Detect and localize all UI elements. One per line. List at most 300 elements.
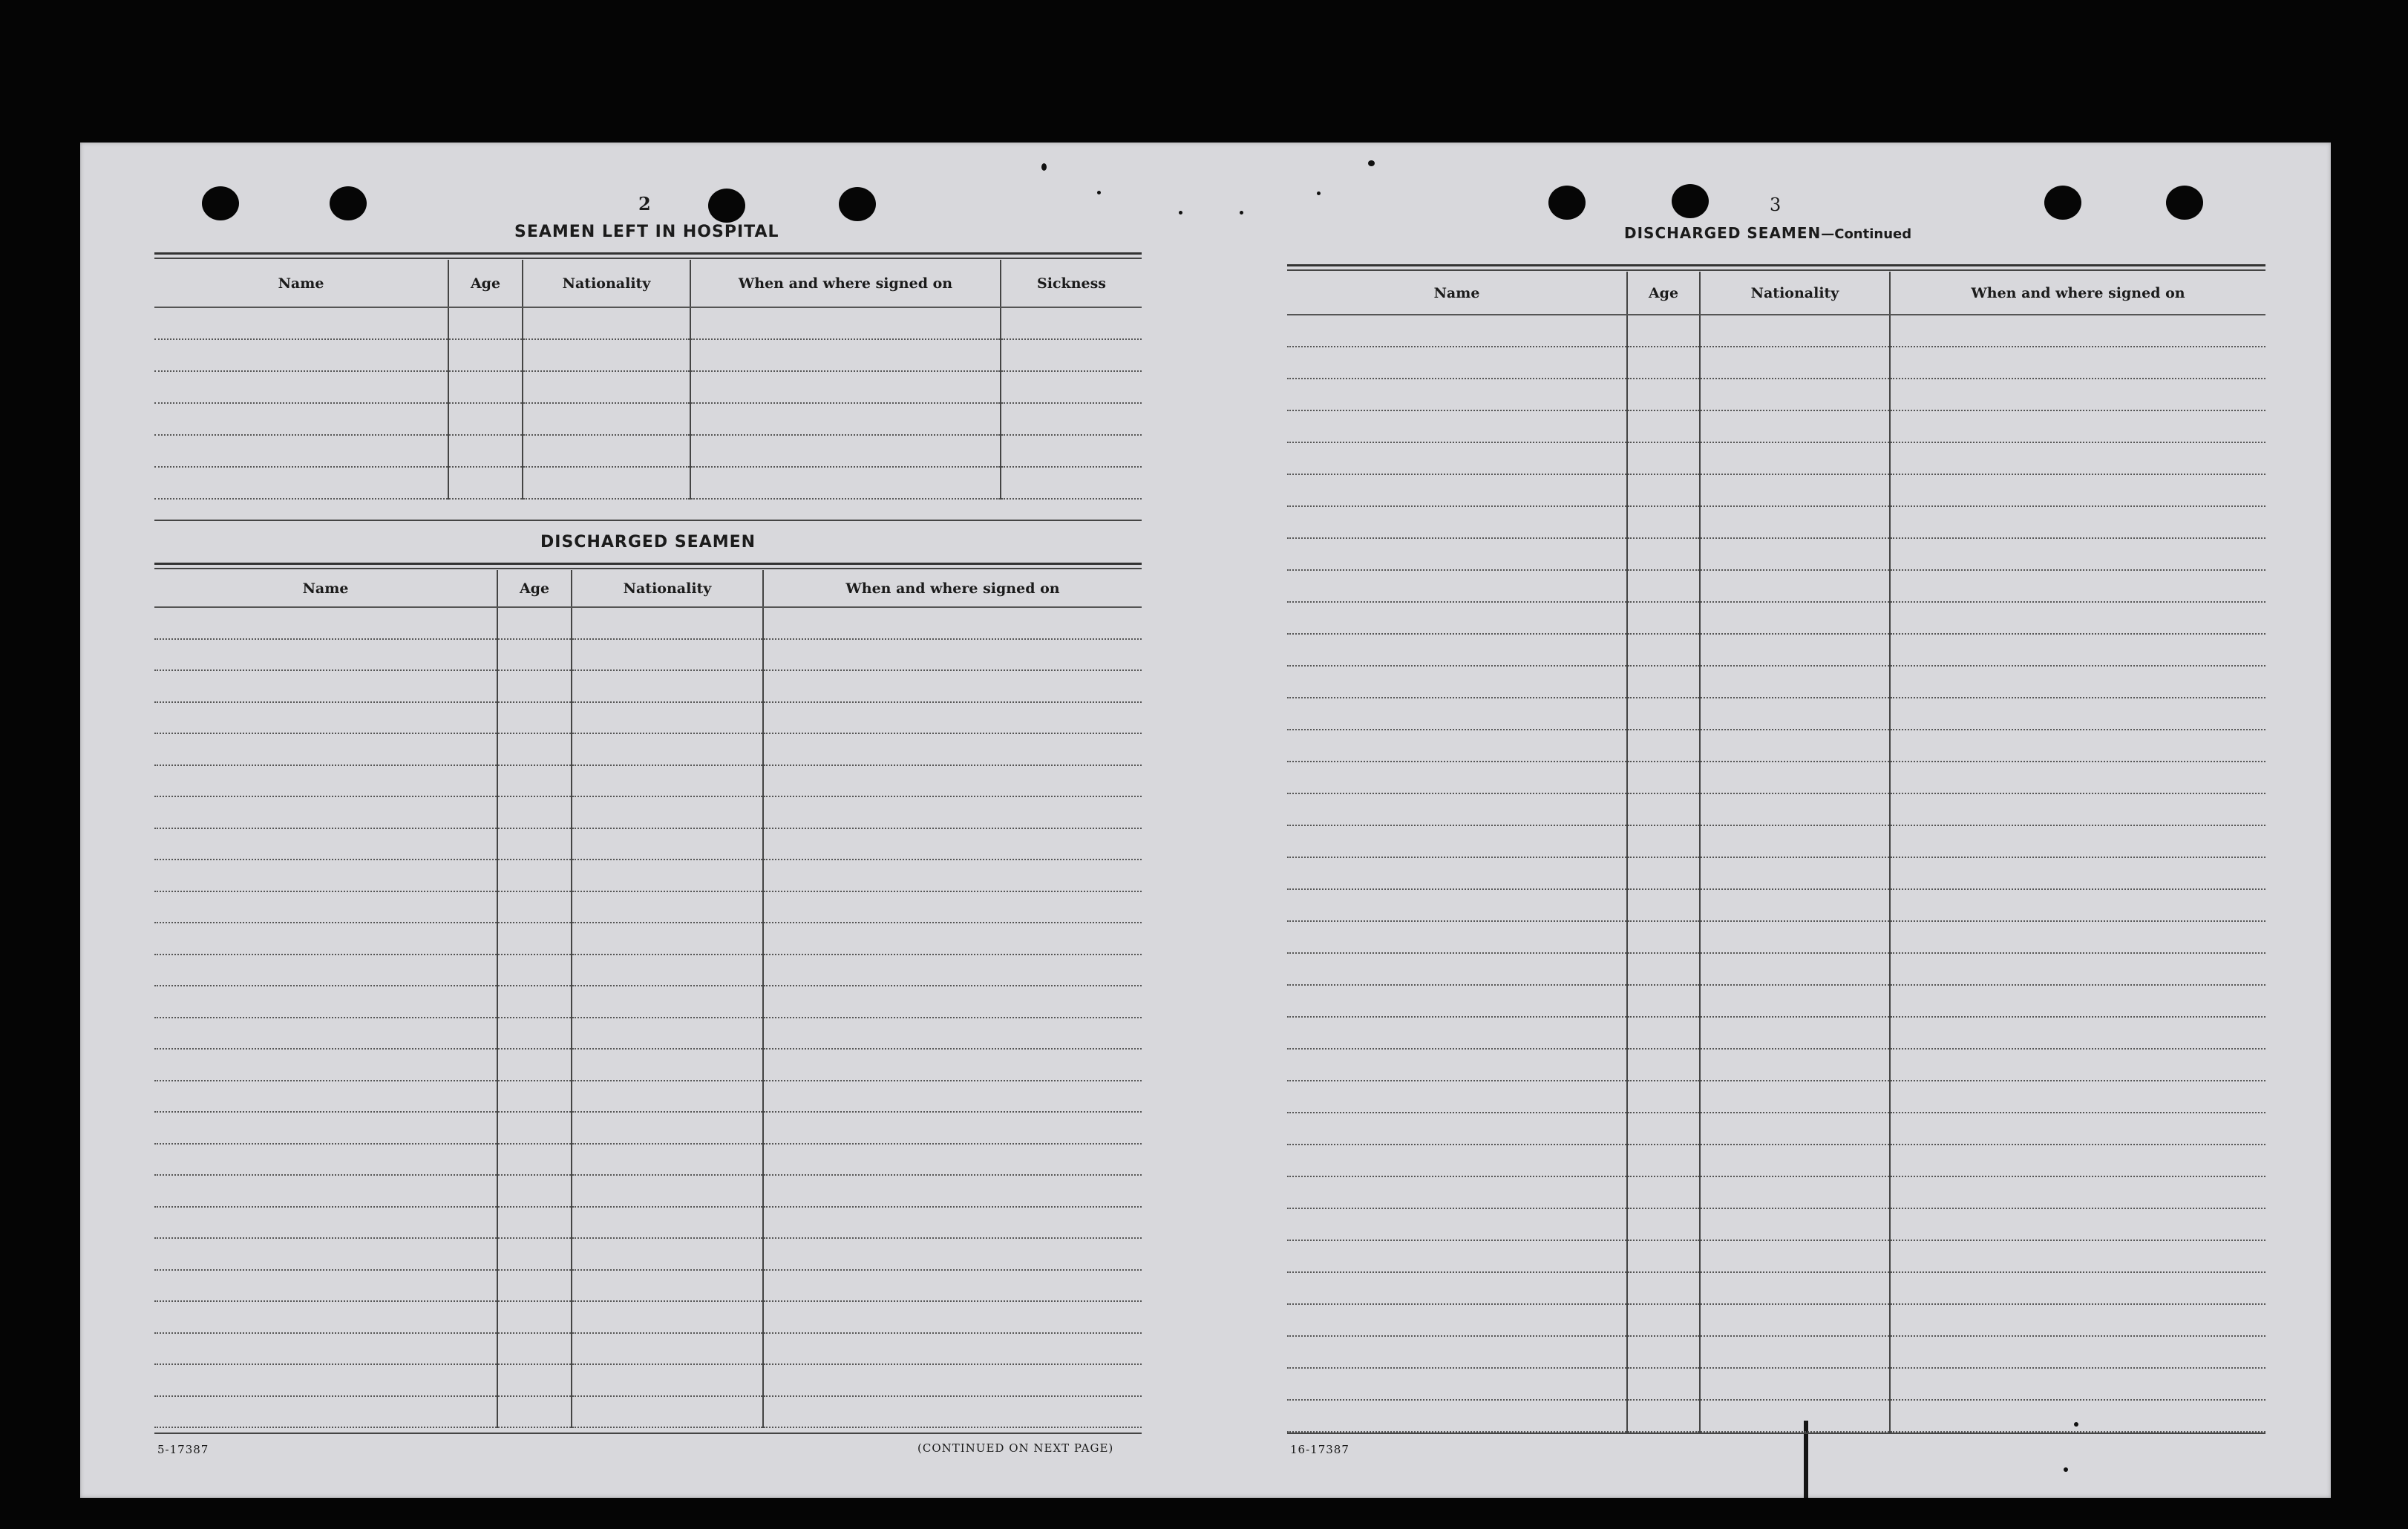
blank-row	[1287, 730, 2265, 762]
blank-row	[1287, 1400, 2265, 1432]
column-header-when-where: When and where signed on	[1890, 272, 2265, 315]
blank-cell	[1700, 1176, 1890, 1208]
blank-cell	[1287, 1368, 1627, 1400]
blank-cell	[1890, 921, 2265, 953]
blank-cell	[572, 1175, 763, 1207]
blank-cell	[1890, 825, 2265, 857]
blank-cell	[1700, 506, 1890, 538]
blank-cell	[572, 1301, 763, 1333]
blank-cell	[1700, 442, 1890, 474]
blank-row	[154, 986, 1142, 1018]
blank-row	[1287, 1113, 2265, 1145]
discharged-table-body	[154, 607, 1142, 1427]
blank-cell	[572, 765, 763, 797]
blank-row	[1287, 410, 2265, 442]
blank-cell	[154, 923, 497, 955]
blank-cell	[154, 796, 497, 828]
blank-cell	[1627, 1113, 1700, 1145]
blank-cell	[154, 828, 497, 860]
blank-cell	[1627, 921, 1700, 953]
blank-cell	[1287, 379, 1627, 410]
blank-cell	[1287, 730, 1627, 762]
blank-row	[154, 607, 1142, 639]
blank-cell	[1890, 347, 2265, 379]
blank-cell	[1627, 953, 1700, 985]
blank-cell	[1890, 1049, 2265, 1081]
blank-cell	[1700, 570, 1890, 602]
blank-cell	[1627, 857, 1700, 889]
blank-cell	[523, 307, 690, 339]
left-bottom-rule	[154, 1433, 1142, 1434]
blank-cell	[572, 923, 763, 955]
blank-cell	[1890, 506, 2265, 538]
blank-row	[154, 1207, 1142, 1239]
discharged-top-rule	[154, 563, 1142, 565]
blank-cell	[1890, 1176, 2265, 1208]
blank-cell	[572, 955, 763, 986]
blank-cell	[572, 1144, 763, 1176]
blank-row	[1287, 442, 2265, 474]
blank-cell	[1001, 467, 1142, 499]
blank-cell	[1890, 442, 2265, 474]
blank-cell	[763, 1270, 1142, 1302]
blank-cell	[448, 371, 523, 403]
blank-cell	[497, 1144, 572, 1176]
blank-row	[1287, 379, 2265, 410]
blank-cell	[690, 403, 1001, 435]
blank-cell	[523, 339, 690, 371]
blank-cell	[1001, 403, 1142, 435]
blank-cell	[1627, 666, 1700, 698]
blank-cell	[1287, 538, 1627, 570]
blank-cell	[1700, 347, 1890, 379]
blank-cell	[1890, 538, 2265, 570]
column-header-age: Age	[497, 570, 572, 607]
blank-cell	[1627, 730, 1700, 762]
blank-cell	[1700, 1145, 1890, 1176]
punch-hole	[2044, 186, 2081, 220]
blank-cell	[1627, 1208, 1700, 1240]
blank-cell	[154, 1049, 497, 1081]
blank-cell	[154, 1333, 497, 1365]
blank-cell	[1627, 506, 1700, 538]
column-header-name: Name	[154, 260, 448, 307]
blank-cell	[1700, 474, 1890, 506]
blank-row	[1287, 985, 2265, 1017]
blank-cell	[1890, 570, 2265, 602]
blank-cell	[497, 1018, 572, 1050]
blank-cell	[1700, 538, 1890, 570]
blank-cell	[763, 891, 1142, 923]
blank-cell	[497, 891, 572, 923]
blank-cell	[763, 986, 1142, 1018]
blank-cell	[572, 986, 763, 1018]
blank-row	[1287, 889, 2265, 921]
blank-cell	[763, 860, 1142, 891]
blank-cell	[1001, 339, 1142, 371]
punch-hole	[708, 189, 745, 223]
blank-cell	[154, 639, 497, 671]
ink-speck	[2064, 1467, 2068, 1472]
punch-hole	[839, 187, 876, 221]
blank-cell	[1001, 435, 1142, 467]
blank-cell	[1700, 793, 1890, 825]
blank-cell	[763, 923, 1142, 955]
hospital-table-body	[154, 307, 1142, 499]
blank-cell	[1287, 442, 1627, 474]
blank-cell	[1700, 1304, 1890, 1336]
blank-cell	[154, 702, 497, 734]
blank-cell	[1700, 1368, 1890, 1400]
blank-cell	[1627, 602, 1700, 634]
column-header-when-where: When and where signed on	[763, 570, 1142, 607]
blank-cell	[1287, 921, 1627, 953]
blank-cell	[448, 435, 523, 467]
ink-speck	[1317, 191, 1321, 195]
blank-cell	[154, 670, 497, 702]
blank-cell	[763, 1049, 1142, 1081]
blank-row	[154, 1049, 1142, 1081]
blank-cell	[1890, 730, 2265, 762]
blank-cell	[1890, 1272, 2265, 1304]
blank-cell	[1627, 315, 1700, 347]
blank-cell	[572, 1207, 763, 1239]
blank-row	[154, 467, 1142, 499]
blank-cell	[1287, 347, 1627, 379]
punch-hole	[202, 186, 239, 220]
blank-cell	[1700, 1272, 1890, 1304]
blank-cell	[572, 733, 763, 765]
blank-row	[1287, 474, 2265, 506]
blank-cell	[154, 733, 497, 765]
blank-row	[1287, 857, 2265, 889]
blank-row	[154, 1333, 1142, 1365]
blank-cell	[497, 1396, 572, 1428]
blank-cell	[763, 765, 1142, 797]
blank-cell	[1287, 698, 1627, 730]
blank-cell	[572, 639, 763, 671]
left-page-number: 2	[638, 193, 651, 215]
right-bottom-rule	[1287, 1433, 2265, 1434]
blank-cell	[1890, 474, 2265, 506]
right-page-number: 3	[1770, 194, 1782, 215]
blank-cell	[1700, 1113, 1890, 1145]
blank-cell	[1627, 825, 1700, 857]
blank-cell	[1890, 857, 2265, 889]
blank-row	[1287, 1368, 2265, 1400]
blank-cell	[1627, 634, 1700, 666]
blank-cell	[572, 1018, 763, 1050]
blank-cell	[1001, 307, 1142, 339]
blank-cell	[763, 1364, 1142, 1396]
blank-cell	[1700, 985, 1890, 1017]
blank-cell	[572, 1238, 763, 1270]
blank-cell	[572, 860, 763, 891]
blank-row	[1287, 1304, 2265, 1336]
blank-cell	[1890, 889, 2265, 921]
blank-cell	[572, 1364, 763, 1396]
blank-cell	[1890, 666, 2265, 698]
blank-row	[154, 435, 1142, 467]
blank-cell	[1627, 379, 1700, 410]
blank-cell	[1287, 410, 1627, 442]
blank-cell	[497, 828, 572, 860]
blank-row	[154, 371, 1142, 403]
blank-row	[1287, 347, 2265, 379]
blank-cell	[1700, 315, 1890, 347]
blank-row	[1287, 762, 2265, 793]
blank-cell	[1890, 1208, 2265, 1240]
blank-cell	[1700, 921, 1890, 953]
blank-cell	[1287, 825, 1627, 857]
blank-cell	[690, 339, 1001, 371]
column-header-sickness: Sickness	[1001, 260, 1142, 307]
blank-cell	[497, 639, 572, 671]
blank-cell	[1700, 1400, 1890, 1432]
blank-cell	[154, 1112, 497, 1144]
column-header-age: Age	[1627, 272, 1700, 315]
blank-cell	[1700, 698, 1890, 730]
blank-row	[1287, 793, 2265, 825]
blank-cell	[1627, 1049, 1700, 1081]
blank-row	[154, 702, 1142, 734]
discharged-continued-title	[1624, 224, 1911, 242]
blank-cell	[572, 828, 763, 860]
ink-speck	[1041, 163, 1047, 171]
blank-cell	[1627, 570, 1700, 602]
blank-cell	[763, 1081, 1142, 1113]
blank-cell	[763, 1333, 1142, 1365]
ink-speck	[1097, 191, 1101, 194]
blank-cell	[1627, 347, 1700, 379]
continued-table-body	[1287, 315, 2265, 1432]
blank-cell	[497, 733, 572, 765]
blank-cell	[763, 955, 1142, 986]
blank-cell	[1001, 371, 1142, 403]
blank-row	[154, 1018, 1142, 1050]
blank-cell	[690, 371, 1001, 403]
blank-cell	[1700, 1081, 1890, 1113]
blank-cell	[1700, 857, 1890, 889]
blank-row	[154, 955, 1142, 986]
blank-row	[154, 891, 1142, 923]
blank-cell	[763, 607, 1142, 639]
blank-cell	[154, 1175, 497, 1207]
blank-cell	[1890, 1368, 2265, 1400]
blank-cell	[1890, 1081, 2265, 1113]
discharged-top-rule-2	[154, 568, 1142, 569]
blank-cell	[1287, 1017, 1627, 1049]
blank-cell	[1627, 889, 1700, 921]
blank-cell	[690, 435, 1001, 467]
blank-cell	[154, 1364, 497, 1396]
blank-cell	[572, 1333, 763, 1365]
blank-cell	[1287, 1400, 1627, 1432]
blank-row	[1287, 1176, 2265, 1208]
blank-cell	[497, 1270, 572, 1302]
blank-cell	[763, 639, 1142, 671]
blank-row	[154, 1238, 1142, 1270]
blank-cell	[1287, 1176, 1627, 1208]
blank-row	[1287, 315, 2265, 347]
blank-cell	[1700, 953, 1890, 985]
blank-cell	[1627, 410, 1700, 442]
blank-cell	[763, 702, 1142, 734]
blank-cell	[763, 1301, 1142, 1333]
continued-top-rule-2	[1287, 269, 2265, 271]
blank-row	[1287, 1081, 2265, 1113]
blank-cell	[1700, 634, 1890, 666]
punch-hole	[1672, 184, 1709, 218]
blank-cell	[154, 1018, 497, 1050]
continued-top-rule	[1287, 264, 2265, 266]
blank-cell	[154, 1238, 497, 1270]
blank-cell	[497, 702, 572, 734]
blank-cell	[1287, 315, 1627, 347]
blank-cell	[1287, 506, 1627, 538]
blank-cell	[1890, 953, 2265, 985]
blank-cell	[523, 435, 690, 467]
blank-cell	[1627, 793, 1700, 825]
blank-cell	[497, 1238, 572, 1270]
blank-cell	[154, 435, 448, 467]
blank-cell	[1627, 1176, 1700, 1208]
blank-cell	[1627, 474, 1700, 506]
blank-cell	[1700, 410, 1890, 442]
blank-row	[1287, 1336, 2265, 1368]
blank-cell	[1890, 1145, 2265, 1176]
blank-cell	[1700, 1208, 1890, 1240]
blank-cell	[154, 1144, 497, 1176]
blank-cell	[1287, 1272, 1627, 1304]
blank-cell	[763, 828, 1142, 860]
blank-cell	[763, 1112, 1142, 1144]
blank-cell	[1890, 1304, 2265, 1336]
blank-cell	[1287, 570, 1627, 602]
blank-cell	[1287, 953, 1627, 985]
blank-cell	[497, 1364, 572, 1396]
blank-cell	[497, 796, 572, 828]
blank-row	[154, 860, 1142, 891]
blank-cell	[154, 1270, 497, 1302]
blank-row	[1287, 1017, 2265, 1049]
blank-cell	[572, 1112, 763, 1144]
blank-cell	[1627, 1304, 1700, 1336]
blank-cell	[1890, 1113, 2265, 1145]
blank-cell	[763, 1396, 1142, 1428]
blank-cell	[1627, 1272, 1700, 1304]
blank-cell	[448, 467, 523, 499]
blank-cell	[154, 1081, 497, 1113]
blank-row	[154, 1144, 1142, 1176]
blank-cell	[572, 1081, 763, 1113]
blank-cell	[1627, 762, 1700, 793]
punch-hole	[1548, 186, 1586, 220]
blank-cell	[572, 607, 763, 639]
blank-cell	[572, 891, 763, 923]
hospital-top-rule-2	[154, 258, 1142, 259]
blank-cell	[1627, 1368, 1700, 1400]
blank-cell	[497, 765, 572, 797]
blank-cell	[154, 607, 497, 639]
blank-cell	[690, 307, 1001, 339]
blank-row	[154, 1175, 1142, 1207]
blank-cell	[1700, 1336, 1890, 1368]
blank-cell	[1287, 889, 1627, 921]
blank-cell	[1287, 1081, 1627, 1113]
column-header-nationality: Nationality	[572, 570, 763, 607]
blank-cell	[1287, 1336, 1627, 1368]
blank-row	[154, 796, 1142, 828]
continued-discharged-table	[1287, 272, 2265, 1433]
column-header-when-where: When and where signed on	[690, 260, 1001, 307]
blank-cell	[497, 860, 572, 891]
blank-cell	[763, 1238, 1142, 1270]
blank-row	[154, 733, 1142, 765]
blank-cell	[1700, 825, 1890, 857]
blank-row	[1287, 1208, 2265, 1240]
blank-cell	[763, 1207, 1142, 1239]
blank-cell	[1890, 410, 2265, 442]
blank-cell	[1287, 762, 1627, 793]
blank-cell	[154, 765, 497, 797]
blank-row	[1287, 825, 2265, 857]
blank-cell	[572, 1049, 763, 1081]
blank-cell	[1627, 698, 1700, 730]
blank-row	[1287, 1240, 2265, 1272]
punch-hole	[330, 186, 367, 220]
blank-cell	[1287, 793, 1627, 825]
blank-cell	[763, 670, 1142, 702]
blank-cell	[763, 1144, 1142, 1176]
blank-cell	[448, 403, 523, 435]
column-header-name: Name	[1287, 272, 1627, 315]
blank-cell	[1287, 1145, 1627, 1176]
blank-cell	[1627, 1145, 1700, 1176]
blank-cell	[1700, 762, 1890, 793]
column-header-nationality: Nationality	[1700, 272, 1890, 315]
hospital-bottom-rule	[154, 520, 1142, 521]
blank-row	[154, 1396, 1142, 1428]
blank-row	[154, 765, 1142, 797]
blank-cell	[572, 702, 763, 734]
blank-row	[154, 639, 1142, 671]
blank-cell	[154, 339, 448, 371]
blank-row	[1287, 1145, 2265, 1176]
column-header-name: Name	[154, 570, 497, 607]
blank-cell	[1287, 666, 1627, 698]
blank-cell	[497, 1081, 572, 1113]
blank-cell	[448, 339, 523, 371]
blank-row	[1287, 666, 2265, 698]
left-form-number: 5-17387	[157, 1443, 209, 1456]
blank-cell	[523, 467, 690, 499]
blank-cell	[154, 891, 497, 923]
blank-cell	[497, 986, 572, 1018]
blank-cell	[1890, 698, 2265, 730]
blank-cell	[763, 796, 1142, 828]
hospital-section-title: SEAMEN LEFT IN HOSPITAL	[514, 223, 779, 241]
blank-cell	[1700, 730, 1890, 762]
discharged-continued-title-main: DISCHARGED SEAMEN	[1624, 224, 1822, 242]
blank-cell	[572, 1270, 763, 1302]
blank-cell	[154, 860, 497, 891]
blank-row	[154, 923, 1142, 955]
blank-cell	[154, 371, 448, 403]
blank-cell	[1287, 634, 1627, 666]
discharged-section-title: DISCHARGED SEAMEN	[540, 533, 756, 551]
blank-cell	[497, 923, 572, 955]
